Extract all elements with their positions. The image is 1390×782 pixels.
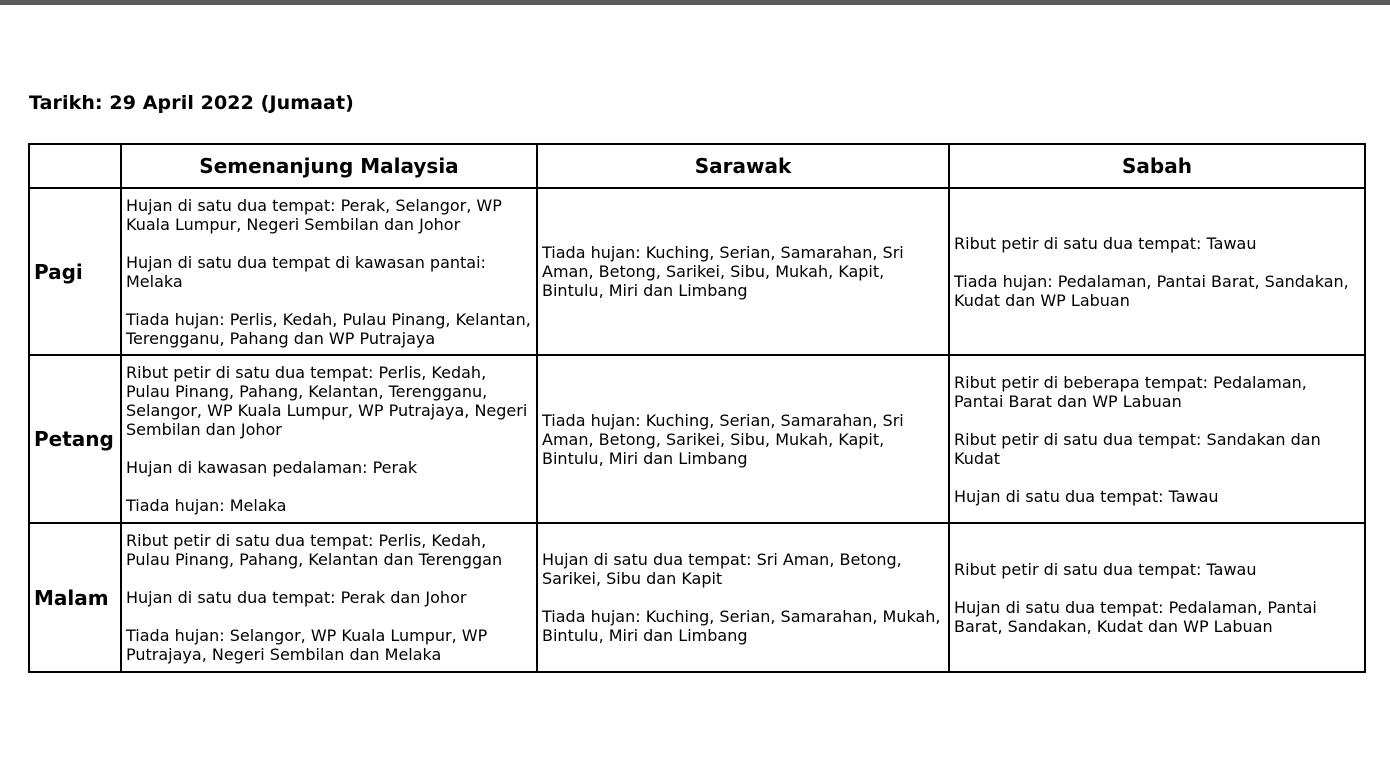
viewer-top-bar: [0, 0, 1390, 5]
forecast-line: Tiada hujan: Perlis, Kedah, Pulau Pinang, Kelantan, Terengganu, Pahang dan WP Putrajaya: [126, 309, 531, 348]
table-row: [29, 355, 1365, 523]
period-label: Pagi: [29, 188, 121, 355]
header-semenanjung: Semenanjung Malaysia: [121, 144, 537, 188]
forecast-line: Ribut petir di satu dua tempat: Perlis, Kedah, Pulau Pinang, Pahang, Kelantan dan Terenggan: [126, 531, 503, 569]
cell-sabah: [949, 355, 1365, 523]
cell-sarawak: [537, 355, 949, 523]
page-title: Tarikh: 29 April 2022 (Jumaat): [29, 92, 354, 114]
cell-semenanjung: [121, 523, 537, 672]
forecast-line: Hujan di satu dua tempat: Sri Aman, Betong, Sarikei, Sibu dan Kapit: [542, 550, 902, 588]
cell-sabah: [949, 188, 1365, 355]
forecast-line: Ribut petir di satu dua tempat: Sandakan dan Kudat: [954, 429, 1321, 468]
forecast-line: Hujan di kawasan pedalaman: Perak: [126, 458, 418, 477]
forecast-line: Hujan di satu dua tempat: Tawau: [954, 486, 1219, 506]
forecast-line: Tiada hujan: Kuching, Serian, Samarahan, Sri Aman, Betong, Sarikei, Sibu, Mukah, Kapit, Bintulu, Miri dan Limbang: [542, 243, 904, 300]
forecast-line: Ribut petir di satu dua tempat: Tawau: [954, 559, 1257, 579]
cell-sarawak: [537, 188, 949, 355]
forecast-line: Ribut petir di beberapa tempat: Pedalaman, Pantai Barat dan WP Labuan: [954, 372, 1307, 411]
table-row: [29, 523, 1365, 672]
header-blank: [29, 144, 121, 188]
forecast-line: Hujan di satu dua tempat: Perak dan Johor: [126, 588, 467, 607]
forecast-line: Tiada hujan: Kuching, Serian, Samarahan, Mukah, Bintulu, Miri dan Limbang: [542, 607, 941, 645]
cell-sabah: [949, 523, 1365, 672]
forecast-line: Tiada hujan: Selangor, WP Kuala Lumpur, WP Putrajaya, Negeri Sembilan dan Melaka: [126, 626, 488, 664]
forecast-line: Hujan di satu dua tempat: Perak, Selangor, WP Kuala Lumpur, Negeri Sembilan dan Johor: [126, 195, 502, 234]
table-row: [29, 188, 1365, 355]
forecast-table: [28, 143, 1366, 673]
cell-sarawak: [537, 523, 949, 672]
forecast-line: Tiada hujan: Kuching, Serian, Samarahan, Sri Aman, Betong, Sarikei, Sibu, Mukah, Kapit, Bintulu, Miri dan Limbang: [542, 410, 904, 468]
header-sarawak: Sarawak: [537, 144, 949, 188]
period-label: Malam: [29, 523, 121, 672]
forecast-line: Ribut petir di satu dua tempat: Perlis, Kedah, Pulau Pinang, Pahang, Kelantan, Terengganu, Selangor, WP Kuala Lumpur, WP Putrajaya, Negeri Sembilan dan Johor: [126, 363, 528, 439]
forecast-line: Tiada hujan: Melaka: [126, 496, 287, 515]
forecast-line: Tiada hujan: Pedalaman, Pantai Barat, Sandakan, Kudat dan WP Labuan: [954, 271, 1349, 310]
cell-semenanjung: [121, 355, 537, 523]
forecast-line: Hujan di satu dua tempat: Pedalaman, Pantai Barat, Sandakan, Kudat dan WP Labuan: [954, 597, 1317, 636]
forecast-line: Hujan di satu dua tempat di kawasan pantai: Melaka: [126, 252, 486, 291]
header-sabah: Sabah: [949, 144, 1365, 188]
forecast-line: Ribut petir di satu dua tempat: Tawau: [954, 233, 1257, 253]
period-label: Petang: [29, 355, 121, 523]
cell-semenanjung: [121, 188, 537, 355]
